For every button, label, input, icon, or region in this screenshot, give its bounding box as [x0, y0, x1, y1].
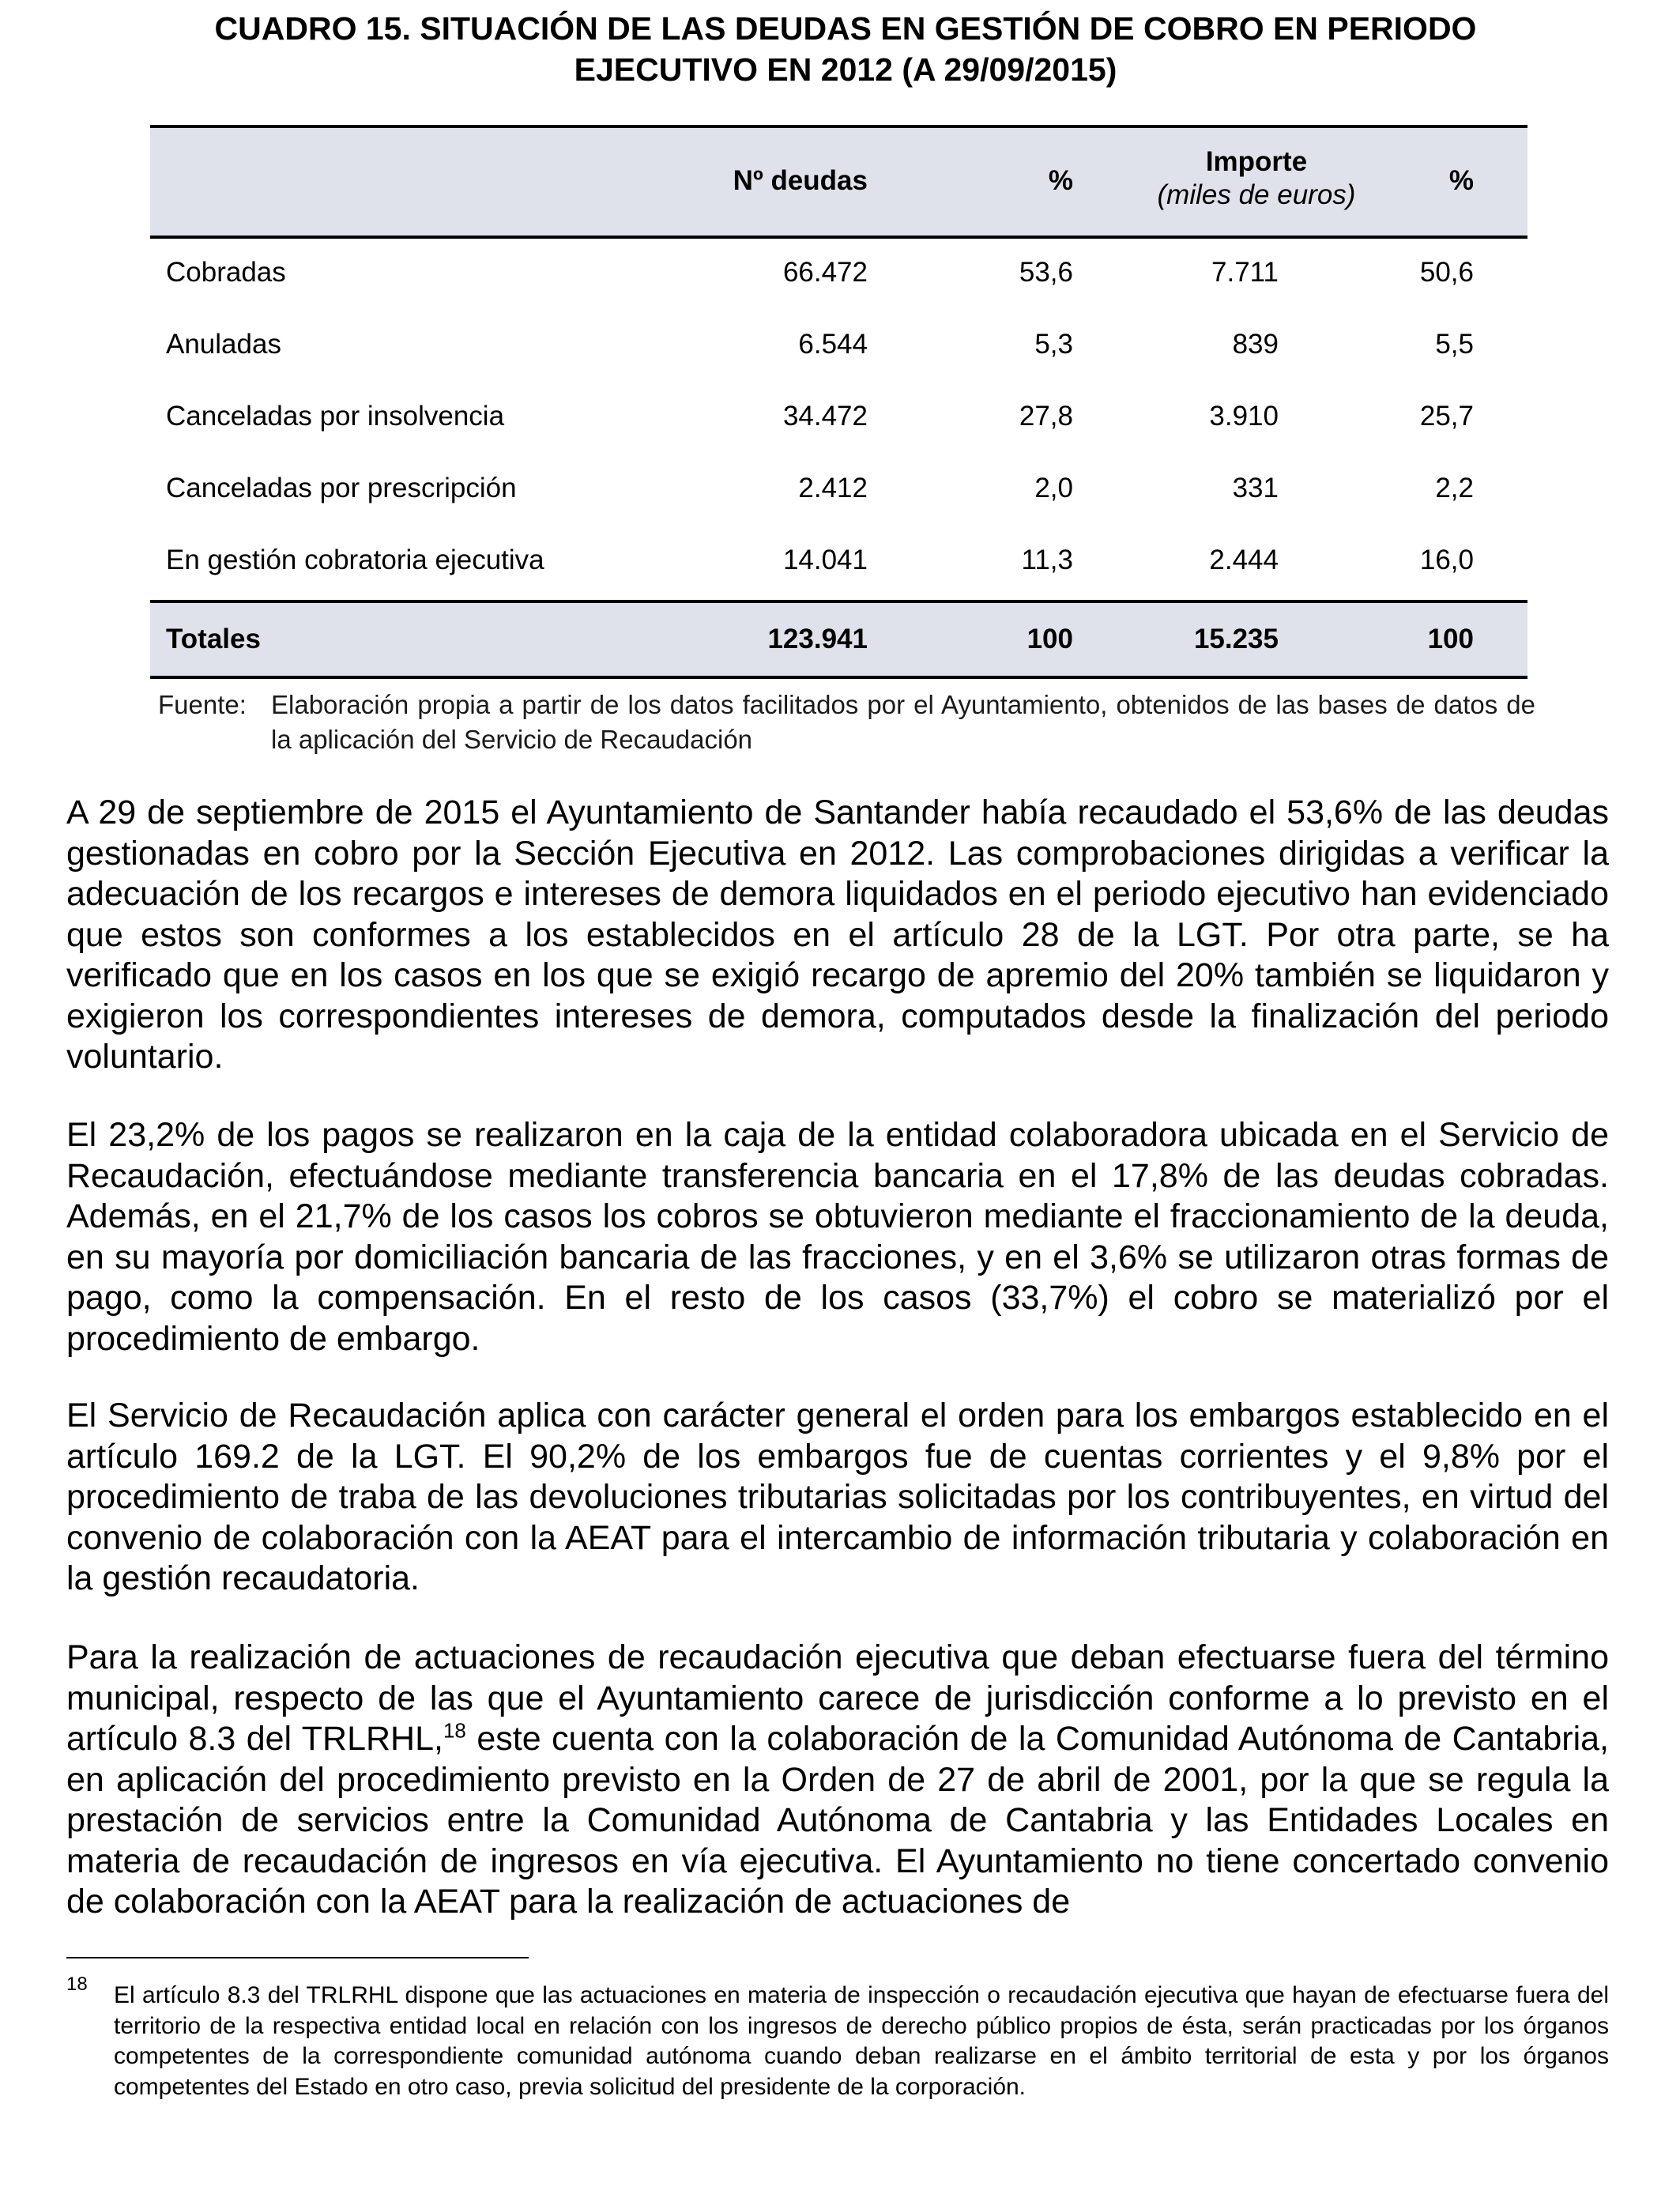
- row-num-deudas: 2.412: [798, 473, 868, 503]
- paragraph-4-part-1: Para la realización de actuaciones de recaudación ejecutiva que deban efectuarse fuera del término municipal, respecto de las que el Ayuntamiento carece de jurisdicción conforme a lo previsto en el artículo 8.3 del TRLRHL,: [66, 1638, 1609, 1758]
- row-pct-1: 11,3: [1021, 545, 1073, 575]
- row-pct-2: 2,2: [1435, 473, 1474, 503]
- footnote-number: 18: [66, 1973, 88, 1995]
- row-pct-2: 5,5: [1435, 329, 1474, 360]
- row-pct-1: 2,0: [1034, 473, 1073, 503]
- source-text: Elaboración propia a partir de los datos facilitados por el Ayuntamiento, obtenidos de las bases de datos de la aplicación del Servicio de Recaudación: [271, 690, 1535, 754]
- total-pct-1: 100: [1026, 624, 1073, 654]
- row-num-deudas: 66.472: [782, 257, 868, 288]
- header-pct-2: %: [1448, 165, 1474, 196]
- row-pct-2: 50,6: [1419, 257, 1474, 288]
- row-num-deudas: 34.472: [782, 401, 868, 432]
- paragraph-2: El 23,2% de los pagos se realizaron en la caja de la entidad colaboradora ubicada en el Servicio de Recaudación, efectuándose mediante transferencia bancaria en el 17,8% de las deudas cobradas. Además, en el 21,7% de los casos los cobros se obtuvieron mediante el fraccionamiento de la deuda, en su mayoría por domiciliación bancaria de las fracciones, y en el 3,6% se utilizaron otras formas de pago, como la compensación. En el resto de los casos (33,7%) el cobro se materializó por el procedimiento de embargo.: [66, 1116, 1609, 1358]
- paragraph-4: [66, 1638, 1609, 1923]
- row-pct-2: 16,0: [1419, 545, 1474, 575]
- paragraph-3: El Servicio de Recaudación aplica con carácter general el orden para los embargos establecido en el artículo 169.2 de la LGT. El 90,2% de los embargos fue de cuentas corrientes y el 9,8% por el procedimiento de traba de las devoluciones tributarias solicitadas por los contribuyentes, en virtud del convenio de colaboración con la AEAT para el intercambio de información tributaria y colaboración en la gestión recaudatoria.: [66, 1397, 1609, 1597]
- total-label: Totales: [166, 624, 261, 654]
- row-label: Canceladas por prescripción: [166, 473, 517, 503]
- source-label: Fuente:: [158, 690, 247, 719]
- row-importe: 3.910: [1209, 401, 1279, 432]
- paragraph-4-part-2: este cuenta con la colaboración de la Comunidad Autónoma de Cantabria, en aplicación del procedimiento previsto en la Orden de 27 de abril de 2001, por la que se regula la prestación de servicios entre la Comunidad Autónoma de Cantabria y las Entidades Locales en materia de recaudación de ingresos en vía ejecutiva. El Ayuntamiento no tiene concertado convenio de colaboración con la AEAT para la realización de actuaciones de: [66, 1720, 1609, 1921]
- header-importe-label: Importe: [1205, 146, 1308, 177]
- header-importe-unit: (miles de euros): [1157, 179, 1356, 210]
- debts-table: [150, 125, 1527, 679]
- header-importe: [1138, 145, 1375, 212]
- row-pct-1: 53,6: [1019, 257, 1073, 288]
- page-title: [95, 8, 1596, 90]
- title-line-2: EJECUTIVO EN 2012 (A 29/09/2015): [574, 51, 1117, 88]
- row-label: Canceladas por insolvencia: [166, 401, 505, 432]
- row-pct-1: 27,8: [1019, 401, 1073, 432]
- row-num-deudas: 14.041: [782, 545, 868, 575]
- header-pct-1: %: [1048, 165, 1073, 196]
- row-importe: 7.711: [1211, 257, 1279, 288]
- total-pct-2: 100: [1427, 624, 1474, 654]
- table-body: [150, 239, 1527, 600]
- row-importe: 331: [1232, 473, 1279, 503]
- row-importe: 839: [1232, 329, 1279, 360]
- row-label: Cobradas: [166, 257, 286, 288]
- row-label: Anuladas: [166, 329, 281, 360]
- row-importe: 2.444: [1209, 545, 1279, 575]
- table-bottom-rule: [150, 676, 1527, 679]
- header-num-deudas: Nº deudas: [733, 165, 868, 196]
- row-pct-1: 5,3: [1034, 329, 1073, 360]
- total-num-deudas: 123.941: [767, 624, 868, 654]
- row-num-deudas: 6.544: [798, 329, 868, 360]
- row-pct-2: 25,7: [1419, 401, 1474, 432]
- table-header: [150, 128, 1527, 236]
- footnote-separator: [66, 1957, 529, 1958]
- table-total-row: [150, 603, 1527, 676]
- paragraph-1: A 29 de septiembre de 2015 el Ayuntamiento de Santander había recaudado el 53,6% de las deudas gestionadas en cobro por la Sección Ejecutiva en 2012. Las comprobaciones dirigidas a verificar la adecuación de los recargos e intereses de demora liquidados en el periodo ejecutivo han evidenciado que estos son conformes a los establecidos en el artículo 28 de la LGT. Por otra parte, se ha verificado que en los casos en los que se exigió recargo de apremio del 20% también se liquidaron y exigieron los correspondientes intereses de demora, computados desde la finalización del periodo voluntario.: [66, 794, 1609, 1076]
- footnote-text: El artículo 8.3 del TRLRHL dispone que las actuaciones en materia de inspección o recaudación ejecutiva que hayan de efectuarse fuera del territorio de la respectiva entidad local en relación con los ingresos de derecho público propios de ésta, serán practicadas por los órganos competentes de la correspondiente comunidad autónoma cuando deban realizarse en el ámbito territorial de esta y por los órganos competentes del Estado en otro caso, previa solicitud del presidente de la corporación.: [114, 1982, 1609, 2100]
- total-importe: 15.235: [1193, 624, 1279, 654]
- row-label: En gestión cobratoria ejecutiva: [166, 545, 544, 575]
- title-line-1: CUADRO 15. SITUACIÓN DE LAS DEUDAS EN GESTIÓN DE COBRO EN PERIODO: [214, 10, 1477, 47]
- footnote-ref-18[interactable]: 18: [443, 1718, 466, 1743]
